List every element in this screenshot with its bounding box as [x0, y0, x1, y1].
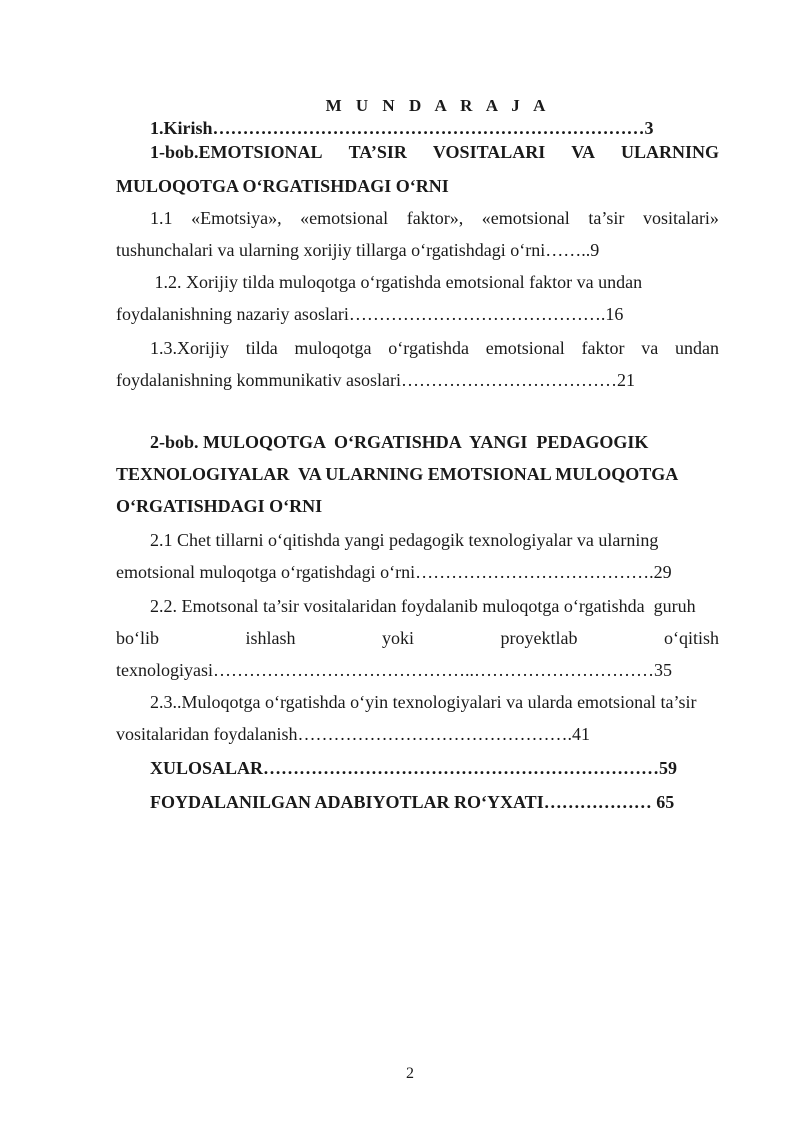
word: «emotsional: [481, 208, 570, 228]
toc-section-1-3-line-1: [150, 338, 719, 358]
page-number: 2: [406, 1065, 414, 1082]
word: ULARNING: [620, 142, 719, 162]
word: proyektlab: [500, 628, 578, 648]
toc-chapter-2-line-2: TEXNOLOGIYALAR VA ULARNING EMOTSIONAL MULOQOTGA: [116, 464, 679, 484]
word: 1-bob.EMOTSIONAL: [150, 142, 323, 162]
word: vositalari»: [642, 208, 719, 228]
word: o‘rgatishda: [388, 338, 469, 358]
word: «emotsional: [300, 208, 389, 228]
toc-section-2-3-line-2: vositalaridan foydalanish……………………………………….41: [116, 724, 590, 744]
word: tilda: [245, 338, 278, 358]
word: muloqotga: [294, 338, 372, 358]
toc-chapter-2-line-3: O‘RGATISHDAGI O‘RNI: [116, 496, 323, 516]
word: yoki: [381, 628, 414, 648]
toc-chapter-2-line-1: 2-bob. MULOQOTGA O‘RGATISHDA YANGI PEDAGOGIK: [150, 432, 649, 452]
toc-section-2-2-line-2: [116, 628, 719, 648]
word: bo‘lib: [116, 628, 159, 648]
word: 1.1: [150, 208, 173, 228]
toc-section-2-1-line-2: emotsional muloqotga o‘rgatishdagi o‘rni………………………………….29: [116, 562, 672, 582]
toc-entry-adabiyotlar: FOYDALANILGAN ADABIYOTLAR RO‘YXATI……………… 65: [150, 792, 675, 812]
word: «Emotsiya»,: [191, 208, 282, 228]
word: o‘qitish: [663, 628, 719, 648]
toc-entry-kirish: 1.Kirish………………………………………………………………3: [150, 118, 654, 138]
toc-section-1-3-line-2: foydalanishning kommunikativ asoslari………………………………21: [116, 370, 635, 390]
toc-section-1-1-line-1: [150, 208, 719, 228]
word: 1.3.Xorijiy: [150, 338, 229, 358]
word: TA’SIR: [348, 142, 407, 162]
toc-section-2-2-line-1: 2.2. Emotsonal ta’sir vositalaridan foydalanib muloqotga o‘rgatishda guruh: [150, 596, 696, 616]
toc-chapter-1-line-2: MULOQOTGA O‘RGATISHDAGI O‘RNI: [116, 176, 449, 196]
toc-section-1-2-line-1: 1.2. Xorijiy tilda muloqotga o‘rgatishda emotsional faktor va undan: [150, 272, 643, 292]
toc-section-2-3-line-1: 2.3..Muloqotga o‘rgatishda o‘yin texnologiyalari va ularda emotsional ta’sir: [150, 692, 697, 712]
word: va: [641, 338, 659, 358]
toc-title: M U N D A R A J A: [325, 96, 551, 115]
toc-section-2-1-line-1: 2.1 Chet tillarni o‘qitishda yangi pedagogik texnologiyalar va ularning: [150, 530, 659, 550]
word: VA: [571, 142, 595, 162]
toc-section-2-2-line-3: texnologiyasi……………………………………..…………………………35: [116, 660, 672, 680]
word: faktor»,: [406, 208, 464, 228]
word: ishlash: [245, 628, 296, 648]
toc-chapter-1-line-1: [150, 142, 719, 162]
word: VOSITALARI: [432, 142, 546, 162]
word: undan: [675, 338, 719, 358]
word: emotsional: [485, 338, 565, 358]
toc-entry-xulosalar: XULOSALAR…………………………………………………………59: [150, 758, 678, 778]
word: ta’sir: [588, 208, 625, 228]
toc-section-1-1-line-2: tushunchalari va ularning xorijiy tillarga o‘rgatishdagi o‘rni……..9: [116, 240, 600, 260]
word: faktor: [581, 338, 625, 358]
toc-section-1-2-line-2: foydalanishning nazariy asoslari…………………………………….16: [116, 304, 624, 324]
